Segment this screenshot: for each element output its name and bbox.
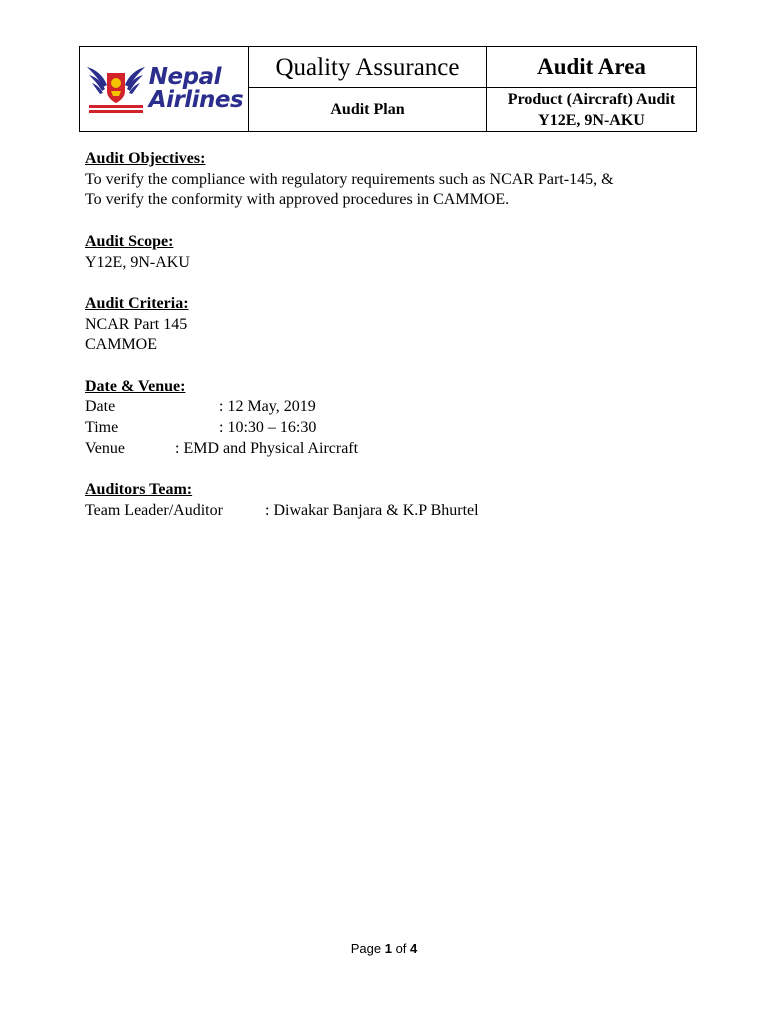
page-word: Page	[350, 941, 382, 956]
time-row	[85, 418, 705, 439]
header-table	[79, 46, 697, 132]
qa-title-cell	[249, 47, 487, 88]
time-label: Time	[85, 419, 119, 437]
airline-emblem-icon	[85, 61, 147, 117]
date-label: Date	[85, 398, 116, 416]
logo-text-nepal: Nepal	[148, 64, 221, 90]
date-venue-heading: Date & Venue:	[85, 377, 186, 395]
qa-title: Quality Assurance	[275, 53, 460, 81]
venue-row	[85, 439, 705, 460]
time-value: : 10:30 – 16:30	[219, 419, 317, 437]
audit-area-value-cell	[487, 88, 697, 132]
audit-area-value-line2: Y12E, 9N-AKU	[538, 111, 645, 129]
audit-area-title-cell	[487, 47, 697, 88]
page-footer	[0, 941, 768, 956]
date-value: : 12 May, 2019	[219, 398, 316, 416]
logo-text-airlines: Airlines	[148, 87, 244, 113]
objectives-line: To verify the compliance with regulatory requirements such as NCAR Part-145, &	[85, 170, 614, 188]
objectives-heading: Audit Objectives:	[85, 150, 206, 167]
nepal-airlines-logo	[80, 47, 248, 131]
criteria-heading: Audit Criteria:	[85, 294, 189, 312]
page-current: 1	[384, 941, 392, 956]
team-leader-row	[85, 501, 705, 522]
team-leader-label: Team Leader/Auditor	[85, 501, 223, 519]
team-leader-value: : Diwakar Banjara & K.P Bhurtel	[265, 501, 479, 519]
audit-area-title: Audit Area	[537, 54, 646, 79]
audit-plan-label: Audit Plan	[330, 100, 405, 118]
objectives-line: To verify the conformity with approved procedures in CAMMOE.	[85, 191, 510, 209]
venue-value: : EMD and Physical Aircraft	[175, 439, 359, 457]
team-heading: Auditors Team:	[85, 481, 193, 499]
audit-area-value-line1: Product (Aircraft) Audit	[507, 90, 676, 108]
criteria-line: NCAR Part 145	[85, 315, 188, 333]
document-body	[85, 149, 705, 522]
of-word: of	[395, 941, 407, 956]
scope-heading: Audit Scope:	[85, 232, 174, 250]
criteria-line: CAMMOE	[85, 336, 158, 354]
audit-plan-cell	[249, 88, 487, 132]
scope-line: Y12E, 9N-AKU	[85, 253, 190, 271]
date-row	[85, 397, 705, 418]
page-total: 4	[410, 941, 418, 956]
logo-cell	[80, 47, 249, 132]
venue-label: Venue	[85, 439, 125, 457]
